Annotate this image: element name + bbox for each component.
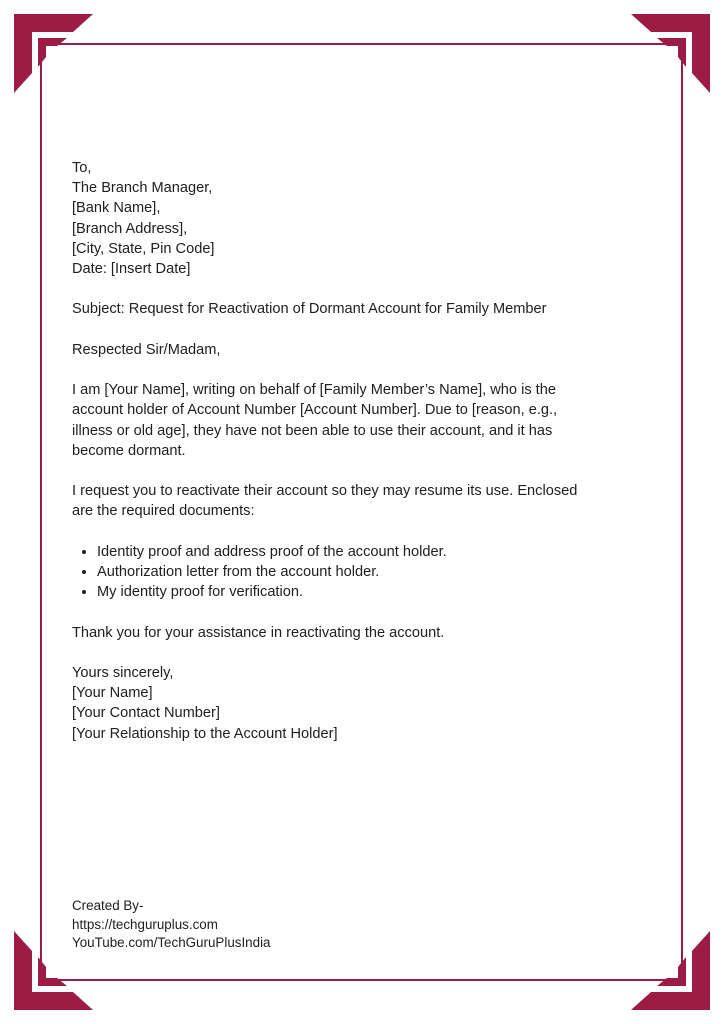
closing-line: Yours sincerely,: [72, 664, 174, 681]
address-line: [Branch Address],: [72, 220, 188, 237]
credits-link[interactable]: https://techguruplus.com: [72, 916, 218, 932]
date-line: Date: [Insert Date]: [72, 261, 191, 278]
closing-line: [Your Relationship to the Account Holder]: [72, 725, 338, 742]
closing-line: [Your Name]: [72, 685, 153, 702]
salutation: Respected Sir/Madam,: [72, 341, 221, 358]
address-line: To,: [72, 160, 92, 176]
paragraph-line: account holder of Account Number [Account Number]. Due to [reason, e.g.,: [72, 402, 558, 419]
list-item: • Authorization letter from the account holder.: [97, 562, 652, 582]
address-line: The Branch Manager,: [72, 180, 213, 197]
thanks-line: Thank you for your assistance in reactivating the account.: [72, 624, 445, 641]
body-paragraph-1: [72, 380, 652, 461]
documents-list: [72, 542, 652, 603]
credits-block: [72, 897, 472, 953]
list-item: • Identity proof and address proof of the account holder.: [97, 542, 652, 562]
paragraph-line: I am [Your Name], writing on behalf of [Family Member’s Name], who is the: [72, 382, 556, 399]
letter-body: [72, 158, 652, 744]
credits-line: Created By-: [72, 898, 144, 913]
paragraph-line: become dormant.: [72, 442, 186, 459]
corner-ornament-top-right: [631, 14, 710, 93]
corner-ornament-top-left: [14, 14, 93, 93]
recipient-address-block: [72, 158, 652, 279]
paragraph-line: are the required documents:: [72, 503, 255, 520]
paragraph-line: illness or old age], they have not been able to use their account, and it has: [72, 422, 553, 439]
paragraph-line: I request you to reactivate their account so they may resume its use. Enclosed: [72, 483, 578, 500]
closing-block: [72, 663, 652, 744]
address-line: [City, State, Pin Code]: [72, 240, 215, 257]
credits-link[interactable]: YouTube.com/TechGuruPlusIndia: [72, 935, 271, 951]
address-line: [Bank Name],: [72, 200, 161, 217]
closing-line: [Your Contact Number]: [72, 705, 220, 722]
corner-ornament-bottom-right: [631, 931, 710, 1010]
list-item: • My identity proof for verification.: [97, 582, 652, 602]
body-paragraph-2: [72, 481, 652, 521]
subject-line: Subject: Request for Reactivation of Dormant Account for Family Member: [72, 301, 547, 318]
